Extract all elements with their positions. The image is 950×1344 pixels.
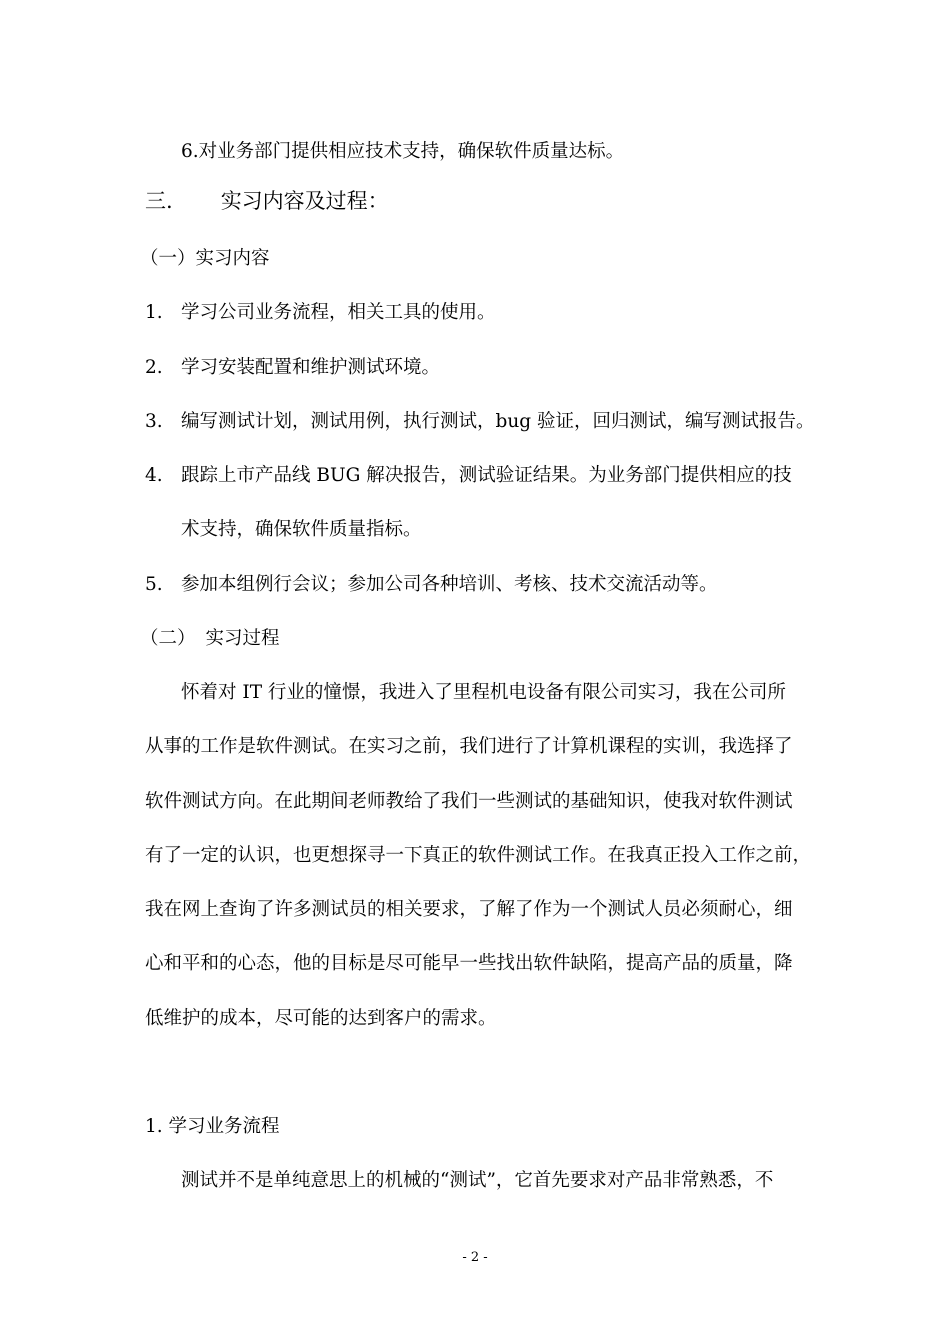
section-heading bbox=[145, 189, 389, 213]
list-item-number: 2. bbox=[145, 357, 163, 378]
list-item bbox=[145, 464, 792, 488]
list-item-number: 3. bbox=[145, 411, 163, 432]
paragraph-line: 有了一定的认识，也更想探寻一下真正的软件测试工作。在我真正投入工作之前， bbox=[145, 845, 812, 866]
list-item-number: 4. bbox=[145, 465, 163, 486]
page-number: - 2 - bbox=[462, 1250, 488, 1265]
paragraph-line: 我在网上查询了许多测试员的相关要求，了解了作为一个测试人员必须耐心，细 bbox=[145, 899, 793, 920]
paragraph-line: 怀着对 IT 行业的憧憬，我进入了里程机电设备有限公司实习，我在公司所 bbox=[181, 682, 786, 703]
list-item-text: 跟踪上市产品线 BUG 解决报告，测试验证结果。为业务部门提供相应的技 bbox=[181, 465, 792, 486]
list-item-text: 参加本组例行会议；参加公司各种培训、考核、技术交流活动等。 bbox=[181, 574, 718, 595]
list-item-continuation: 术支持，确保软件质量指标。 bbox=[181, 519, 422, 540]
paragraph-line: 心和平和的心态，他的目标是尽可能早一些找出软件缺陷，提高产品的质量，降 bbox=[145, 953, 793, 974]
section-number: 三. bbox=[145, 189, 173, 213]
paragraph-line: 低维护的成本，尽可能的达到客户的需求。 bbox=[145, 1008, 497, 1029]
paragraph-line: 测试并不是单纯意思上的机械的“测试”，它首先要求对产品非常熟悉，不 bbox=[181, 1170, 774, 1191]
subsection-heading-2 bbox=[140, 627, 280, 651]
list-item-text: 学习公司业务流程，相关工具的使用。 bbox=[181, 302, 496, 323]
list-item-text: 编写测试计划，测试用例，执行测试，bug 验证，回归测试，编写测试报告。 bbox=[181, 411, 815, 432]
subsection-paren: （二） bbox=[140, 628, 196, 649]
subsection-title: 实习过程 bbox=[205, 628, 280, 649]
list-item bbox=[145, 573, 718, 597]
paragraph-line: 从事的工作是软件测试。在实习之前，我们进行了计算机课程的实训，我选择了 bbox=[145, 736, 793, 757]
section-title: 实习内容及过程： bbox=[220, 189, 389, 213]
list-item bbox=[145, 356, 440, 380]
list-item-number: 5. bbox=[145, 574, 163, 595]
list-item bbox=[145, 410, 814, 434]
list-item-number: 1. bbox=[145, 302, 163, 323]
subsection-heading-1: （一）实习内容 bbox=[140, 248, 270, 269]
list-item-text: 学习安装配置和维护测试环境。 bbox=[181, 357, 441, 378]
subsection-heading-3: 1. 学习业务流程 bbox=[145, 1116, 280, 1137]
list-item bbox=[145, 301, 496, 325]
paragraph-line: 软件测试方向。在此期间老师教给了我们一些测试的基础知识，使我对软件测试 bbox=[145, 791, 793, 812]
intro-item-6: 6.对业务部门提供相应技术支持，确保软件质量达标。 bbox=[181, 141, 625, 162]
